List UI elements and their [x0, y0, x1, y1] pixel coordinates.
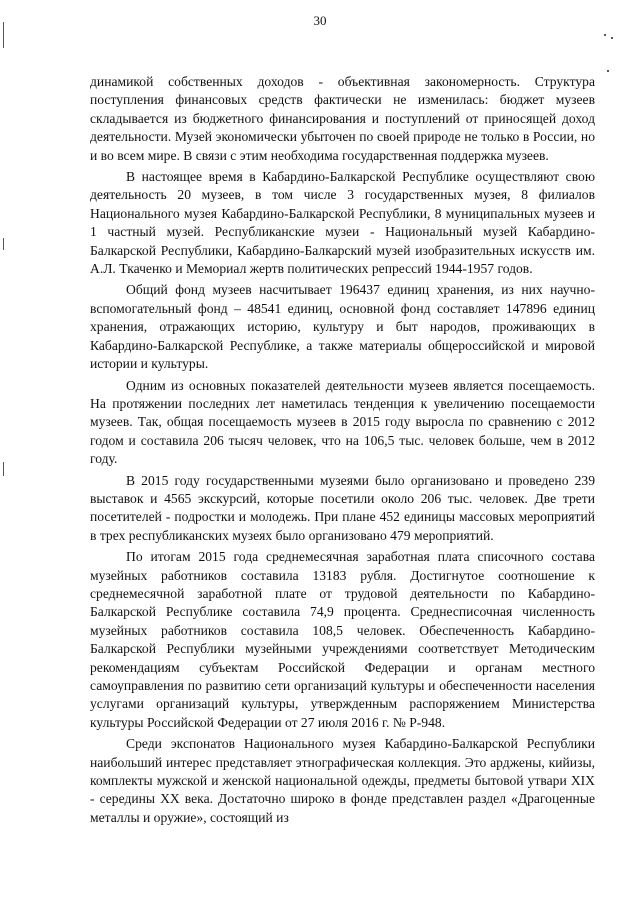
paragraph-1: динамикой собственных доходов - объективная закономерность. Структура поступления финансовых средств фактически не изменилась: бюджет музеев складывается из бюджетного финансирования и поступлений от приносящей доход деятельности. Музей экономически убыточен по своей природе не только в России, но и во всем мире. В связи с этим необходима государственная поддержка музеев.	[90, 74, 595, 163]
document-body	[90, 73, 595, 827]
scan-edge-mark	[3, 22, 4, 48]
scan-speck	[611, 37, 613, 39]
scan-edge-mark	[3, 462, 4, 476]
paragraph-6: По итогам 2015 года среднемесячная заработная плата списочного состава музейных работников составила 13183 рубля. Достигнутое соотношение к среднемесячной заработной плате от трудовой деятельности по Кабардино-Балкарской Республике составила 74,9 процента. Среднесписочная численность музейных работников составила 108,5 человек. Обеспеченность Кабардино-Балкарской Республики музейными учреждениями соответствует Методическим рекомендациям субъектам Российской Федерации и органам местного самоуправления по развитию сети организаций культуры и обеспеченности населения услугами организаций культуры, утвержденным распоряжением Министерства культуры Российской Федерации от 27 июля 2016 г. № Р-948.	[90, 549, 595, 730]
scan-speck	[604, 34, 606, 36]
page-number: 30	[313, 13, 327, 28]
paragraph-7: Среди экспонатов Национального музея Кабардино-Балкарской Республики наибольший интерес представляет этнографическая коллекция. Это арджены, кийизы, комплекты мужской и женской национальной одежды, предметы бытовой утвари XIX - середины XX века. Достаточно широко в фонде представлен раздел «Драгоценные металлы и оружие», состоящий из	[90, 736, 595, 825]
scan-edge-mark	[3, 238, 4, 250]
paragraph-3: Общий фонд музеев насчитывает 196437 единиц хранения, из них научно-вспомогательный фонд – 48541 единиц, основной фонд составляет 147896 единиц хранения, отражающих историю, культуру и быт народов, проживающих в Кабардино-Балкарской Республике, а также материалы общероссийской и мировой истории и культуры.	[90, 282, 595, 372]
paragraph-4: Одним из основных показателей деятельности музеев является посещаемость. На протяжении последних лет наметилась тенденция к увеличению посещаемости музеев. Так, общая посещаемость музеев в 2015 году выросла по сравнению с 2012 годом и составила 206 тысяч человек, что на 106,5 тыс. человек больше, чем в 2012 году.	[90, 377, 595, 467]
paragraph-5: В 2015 году государственными музеями было организовано и проведено 239 выставок и 4565 экскурсий, которые посетили около 206 тыс. человек. Две трети посетителей - подростки и молодежь. При плане 452 единицы массовых мероприятий в трех республиканских музеях было организовано 479 мероприятий.	[90, 472, 595, 543]
paragraph-2: В настоящее время в Кабардино-Балкарской Республике осуществляют свою деятельность 20 музеев, в том числе 3 государственных музея, 8 филиалов Национального музея Кабардино-Балкарской Республики, 8 муниципальных музеев и 1 частный музей. Республиканские музеи - Национальный музей Кабардино-Балкарской Республики, Кабардино-Балкарский музей изобразительных искусств им. А.Л. Ткаченко и Мемориал жертв политических репрессий 1944-1957 годов.	[90, 169, 595, 277]
scan-speck	[607, 70, 609, 72]
